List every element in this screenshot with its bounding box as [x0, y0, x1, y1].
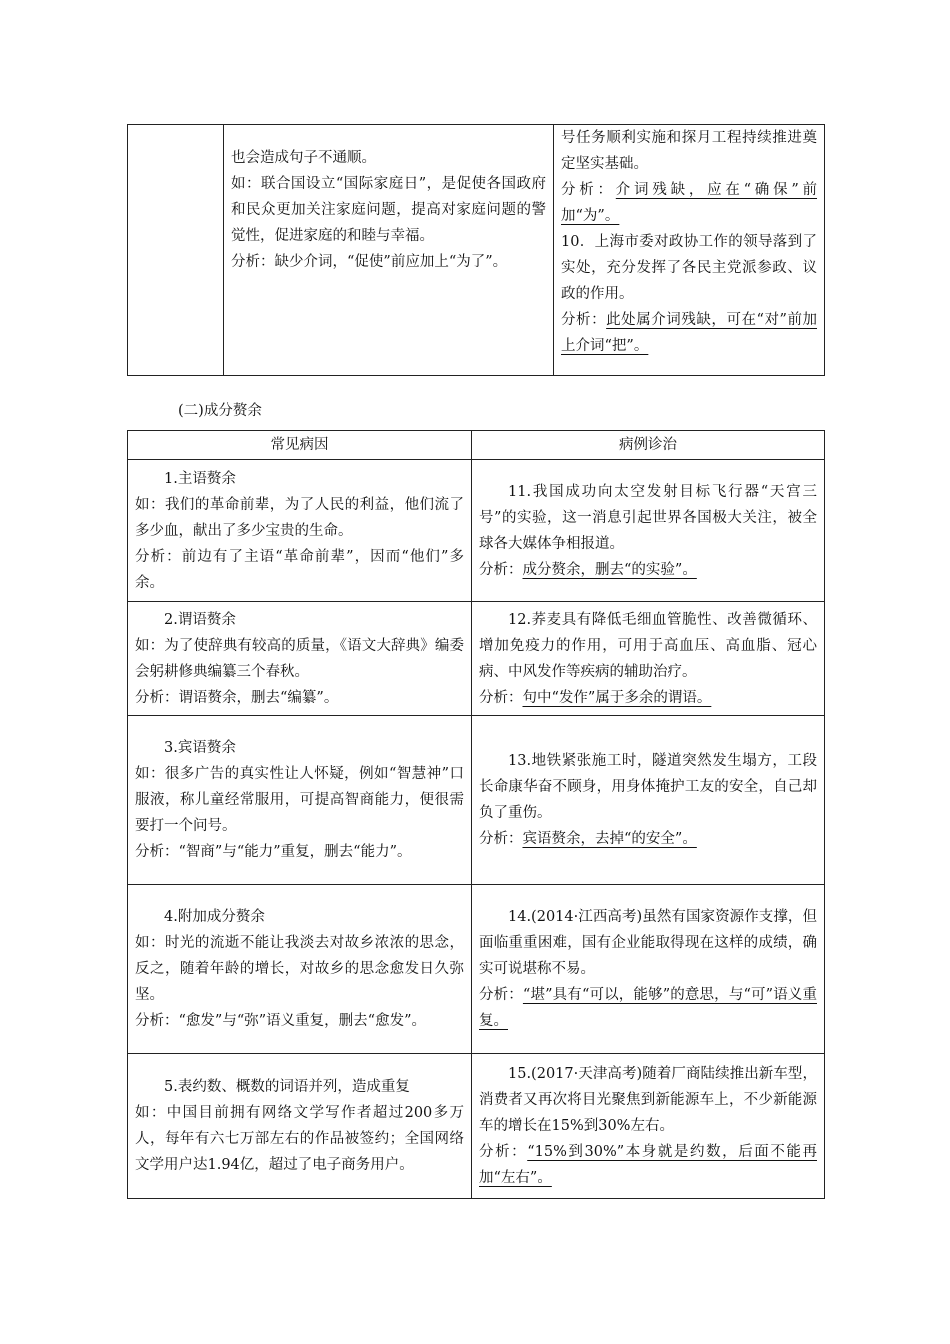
case-answer: 分析：成分赘余，删去“的实验”。: [479, 561, 697, 578]
cause-example: 如：时光的流逝不能让我淡去对故乡浓浓的思念，反之，随着年龄的增长，对故乡的思念愈发日久弥坚。: [135, 935, 464, 1003]
cause-cell: [128, 1054, 472, 1199]
header-diagnosis: 病例诊治: [472, 431, 825, 460]
cause-example: 如：中国目前拥有网络文学写作者超过200多万人，每年有六七万部左右的作品被签约；全国网络文学用户达1.94亿，超过了电子商务用户。: [135, 1105, 464, 1173]
middle-line-1: 也会造成句子不通顺。: [231, 150, 376, 166]
table-row: [128, 1054, 825, 1199]
continuation-table: [127, 124, 825, 376]
right-analysis-1: 分析：介词残缺，应在“确保”前加“为”。: [561, 182, 818, 224]
case-question: 11.我国成功向太空发射目标飞行器“天宫三号”的实验，这一消息引起世界各国极大关注，被全球各大媒体争相报道。: [479, 483, 817, 552]
right-top-text: 号任务顺利实施和探月工程持续推进奠定坚实基础。: [561, 130, 817, 172]
case-question: 15.(2017·天津高考)随着厂商陆续推出新车型，消费者又再次将目光聚焦到新能源车上，不少新能源车的增长在15%到30%左右。: [479, 1066, 817, 1134]
diagnosis-cell: [472, 716, 825, 885]
middle-line-3: 分析：缺少介词，“促使”前应加上“为了”。: [231, 254, 508, 270]
cause-title: 4.附加成分赘余: [164, 909, 265, 925]
cause-cell: [128, 716, 472, 885]
diagnosis-cell: [472, 460, 825, 602]
case-answer: 分析：“15%到30%”本身就是约数，后面不能再加“左右”。: [479, 1144, 817, 1186]
cause-example: 如：很多广告的真实性让人怀疑，例如“智慧神”口服液，称儿童经常服用，可提高智商能力，便很需要打一个问号。: [135, 766, 464, 834]
case-answer: 分析：宾语赘余，去掉“的安全”。: [479, 831, 697, 847]
cause-analysis: 分析：“智商”与“能力”重复，删去“能力”。: [135, 844, 412, 860]
cause-cell: [128, 602, 472, 716]
case-question: 13.地铁紧张施工时，隧道突然发生塌方，工段长命康华奋不顾身，用身体掩护工友的安全，自己却负了重伤。: [479, 753, 817, 821]
cause-analysis: 分析：谓语赘余，删去“编纂”。: [135, 689, 339, 706]
cause-cell: [128, 460, 472, 602]
right-analysis-2: 分析：此处属介词残缺，可在“对”前加上介词“把”。: [561, 312, 818, 354]
case-question: 12.荞麦具有降低毛细血管脆性、改善微循环、增加免疫力的作用，可用于高血压、高血脂、冠心病、中风发作等疾病的辅助治疗。: [479, 611, 817, 680]
table-row: [128, 460, 825, 602]
redundancy-table: [127, 430, 825, 1199]
table-row: [128, 885, 825, 1054]
cause-title: 5.表约数、概数的词语并列，造成重复: [164, 1079, 410, 1095]
cause-title: 2.谓语赘余: [164, 611, 236, 628]
cause-title: 1.主语赘余: [164, 470, 236, 487]
header-causes: 常见病因: [128, 431, 472, 460]
middle-line-2: 如：联合国设立“国际家庭日”，是促使各国政府和民众更加关注家庭问题，提高对家庭问题的警觉性，促进家庭的和睦与幸福。: [231, 176, 546, 244]
diagnosis-cell: [472, 1054, 825, 1199]
right-cell: [554, 125, 825, 376]
middle-cell: [224, 125, 554, 376]
cause-example: 如：我们的革命前辈，为了人民的利益，他们流了多少血，献出了多少宝贵的生命。: [135, 496, 464, 539]
cause-example: 如：为了使辞典有较高的质量，《语文大辞典》编委会躬耕修典编纂三个春秋。: [135, 637, 464, 680]
cause-analysis: 分析：前边有了主语“革命前辈”，因而“他们”多余。: [135, 548, 464, 591]
diagnosis-cell: [472, 602, 825, 716]
table-row: [128, 602, 825, 716]
left-empty-cell: [128, 125, 224, 376]
right-question-10: 10．上海市委对政协工作的领导落到了实处，充分发挥了各民主党派参政、议政的作用。: [561, 234, 817, 302]
cause-analysis: 分析：“愈发”与“弥”语义重复，删去“愈发”。: [135, 1013, 426, 1029]
case-answer: 分析：“堪”具有“可以，能够”的意思，与“可”语义重复。: [479, 987, 817, 1029]
section-title: (二)成分赘余: [178, 403, 262, 419]
cause-cell: [128, 885, 472, 1054]
cause-title: 3.宾语赘余: [164, 740, 236, 756]
table-row: [128, 716, 825, 885]
case-answer: 分析：句中“发作”属于多余的谓语。: [479, 689, 712, 706]
diagnosis-cell: [472, 885, 825, 1054]
case-question: 14.(2014·江西高考)虽然有国家资源作支撑，但面临重重困难，国有企业能取得现在这样的成绩，确实可说堪称不易。: [479, 909, 817, 977]
table-header-row: [128, 431, 825, 460]
